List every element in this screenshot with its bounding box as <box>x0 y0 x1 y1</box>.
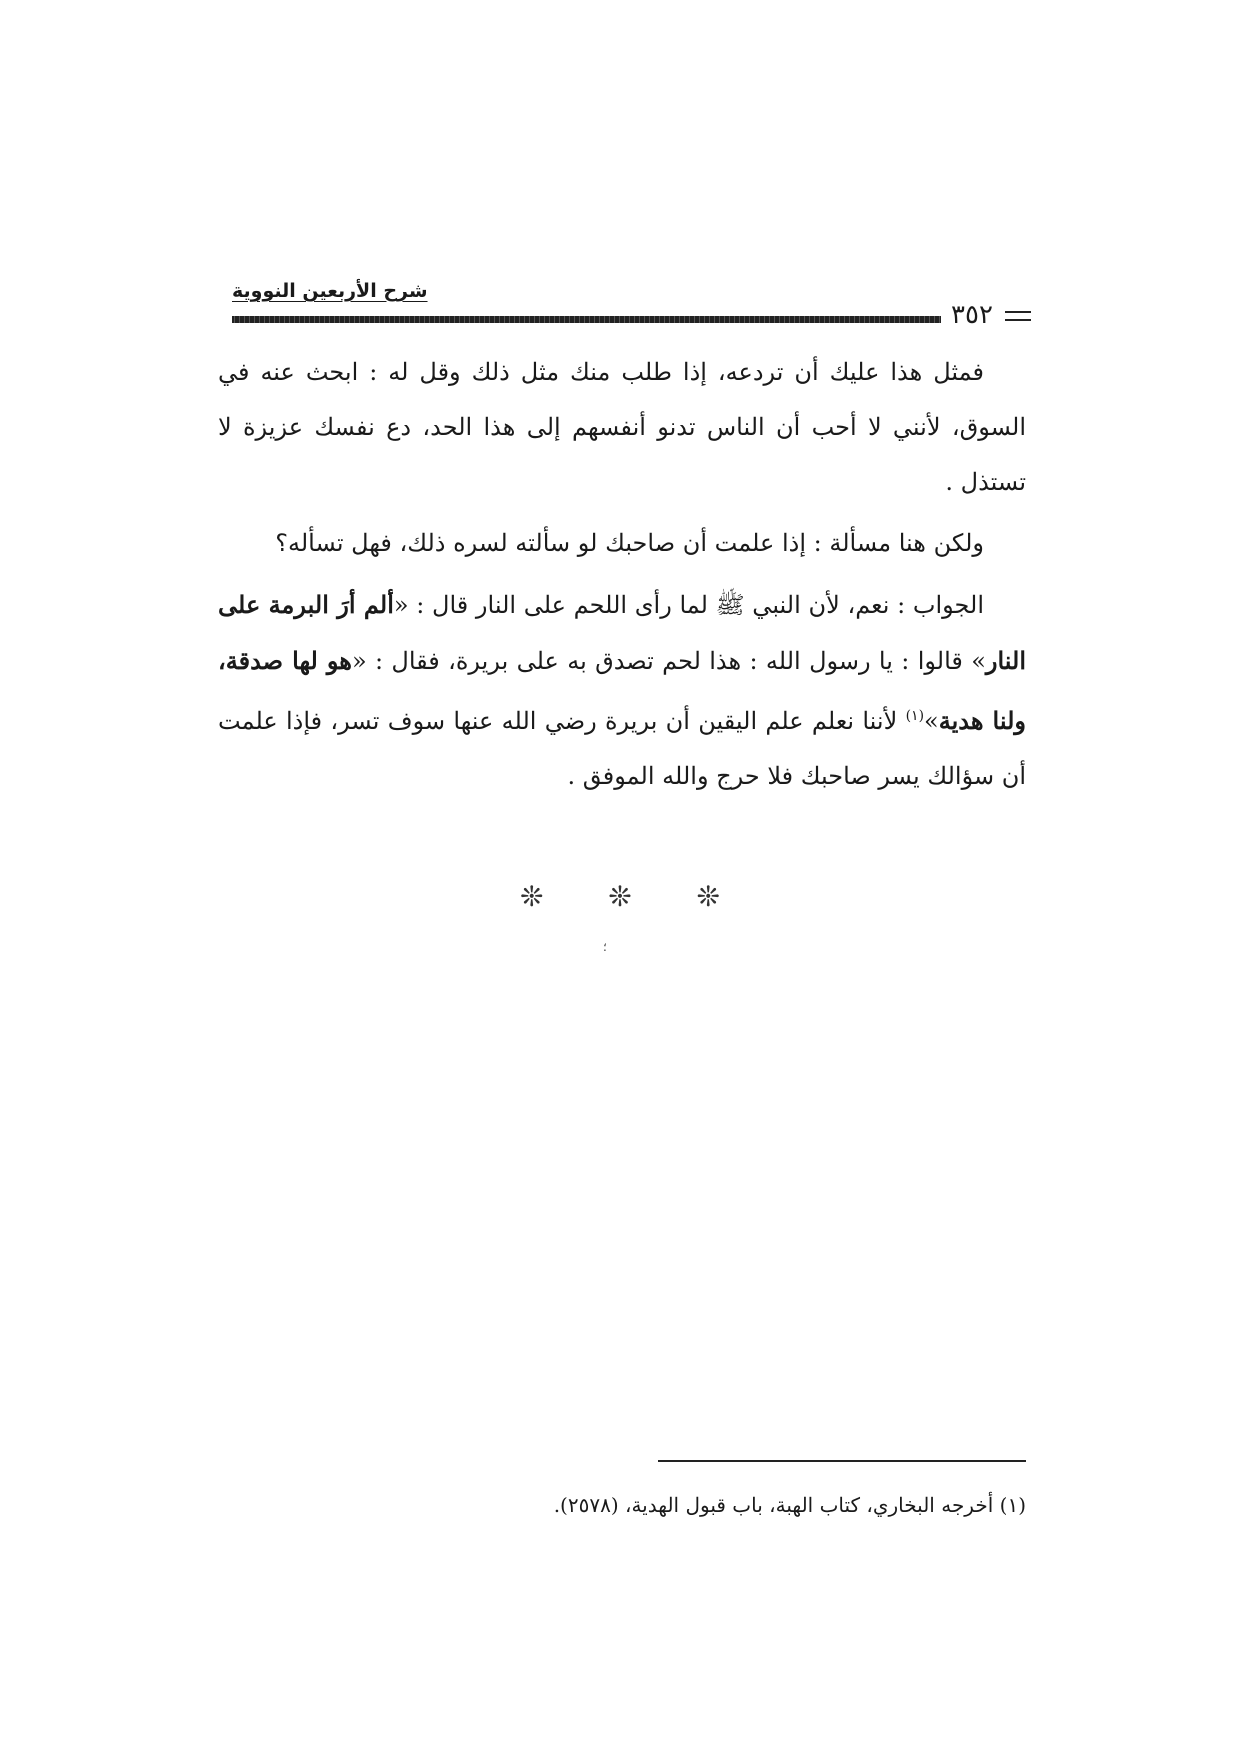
paragraph-1: فمثل هذا عليك أن تردعه، إذا طلب منك مثل ذلك وقل له : ابحث عنه في السوق، لأنني لا أحب أن الناس تدنو أنفسهم إلى هذا الحد، دع نفسك عزيزة لا تستذل . <box>218 358 1026 496</box>
header-rule <box>232 316 941 323</box>
paragraph-3-text-c: » قالوا : يا رسول الله : هذا لحم تصدق به على بريرة، فقال : « <box>351 647 986 675</box>
body-text <box>218 345 1026 810</box>
page-number-ornament <box>1005 311 1031 321</box>
separator-star-icon: ❊ <box>520 880 544 913</box>
hadith-quote-1: ألم أرَ البرمة على النار <box>218 590 1027 675</box>
running-header-title: شرح الأربعين النووية <box>232 280 428 302</box>
hadith-quote-2: هو لها صدقة، ولنا هدية <box>218 646 1026 735</box>
paragraph-3 <box>218 577 1026 804</box>
separator-star-icon: ❊ <box>696 880 720 913</box>
stray-mark: ؛ <box>603 940 607 954</box>
paragraph-3-text-e: » <box>924 707 939 735</box>
paragraph-2: ولكن هنا مسألة : إذا علمت أن صاحبك لو سألته لسره ذلك، فهل تسأله؟ <box>275 529 984 557</box>
section-separator <box>520 880 720 913</box>
footnote: (١) أخرجه البخاري، كتاب الهبة، باب قبول الهدية، (٢٥٧٨). <box>553 1493 1026 1517</box>
footnote-rule <box>658 1460 1026 1462</box>
page-number: ٣٥٢ <box>951 300 993 330</box>
separator-star-icon: ❊ <box>608 880 632 913</box>
footnote-reference[interactable]: (١) <box>905 708 925 724</box>
paragraph-3-text-f: لأننا نعلم علم اليقين أن بريرة رضي الله عنها سوف تسر، فإذا علمت أن سؤالك يسر صاحبك فلا حرج والله الموفق . <box>218 707 1026 790</box>
paragraph-3-text-a: الجواب : نعم، لأن النبي ﷺ لما رأى اللحم على النار قال : « <box>393 591 985 619</box>
